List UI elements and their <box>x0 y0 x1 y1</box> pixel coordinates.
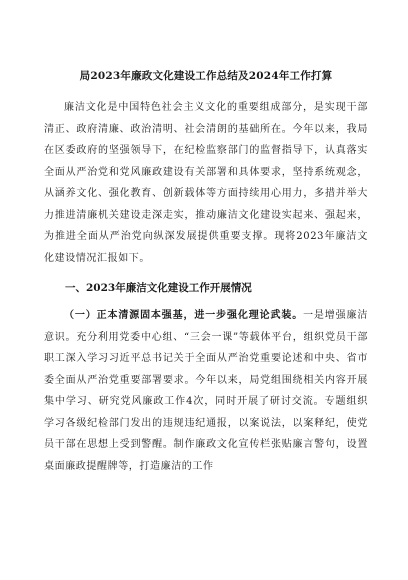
intro-paragraph: 廉洁文化是中国特色社会主义文化的重要组成部分，是实现干部清正、政府清廉、政治清明、社会清朗的基础所在。今年以来，我局在区委政府的坚强领导下，在纪检监察部门的监督指导下，认真落实全面从严治党和党风廉政建设有关部署和具体要求，坚持系统观念，从涵养文化、强化教育、创新载体等方面持续用心用力，多措并举大力推进清廉机关建设走深走实，推动廉洁文化建设实起来、强起来，为推进全面从严治党向纵深发展提供重要支撑。现将2023年廉洁文化建设情况汇报如下。 <box>44 102 368 264</box>
subsection-paragraph <box>44 305 368 477</box>
subsection-heading: （一）正本清源固本强基，进一步强化理论武装。 <box>64 310 304 321</box>
section-heading: 一、2023年廉洁文化建设工作开展情况 <box>65 282 252 294</box>
document-title: 局2023年廉政文化建设工作总结及2024年工作打算 <box>79 70 333 82</box>
subsection-body: 一是增强廉洁意识。充分利用党委中心组、“三会一课”等载体平台，组织党员干部职工深入学习习近平总书记关于全面从严治党重要论述和中央、省市委全面从严治党重要部署要求。今年以来，局党组围绕相关内容开展集中学习、研究党风廉政工作4次，同时开展了研讨交流。专题组织学习各级纪检部门发出的违规违纪通报，以案说法，以案释纪，使党员干部在思想上受到警醒。制作廉政文化宣传栏张贴廉言警句，设置桌面廉政提醒牌等，打造廉洁的工作 <box>44 310 368 472</box>
